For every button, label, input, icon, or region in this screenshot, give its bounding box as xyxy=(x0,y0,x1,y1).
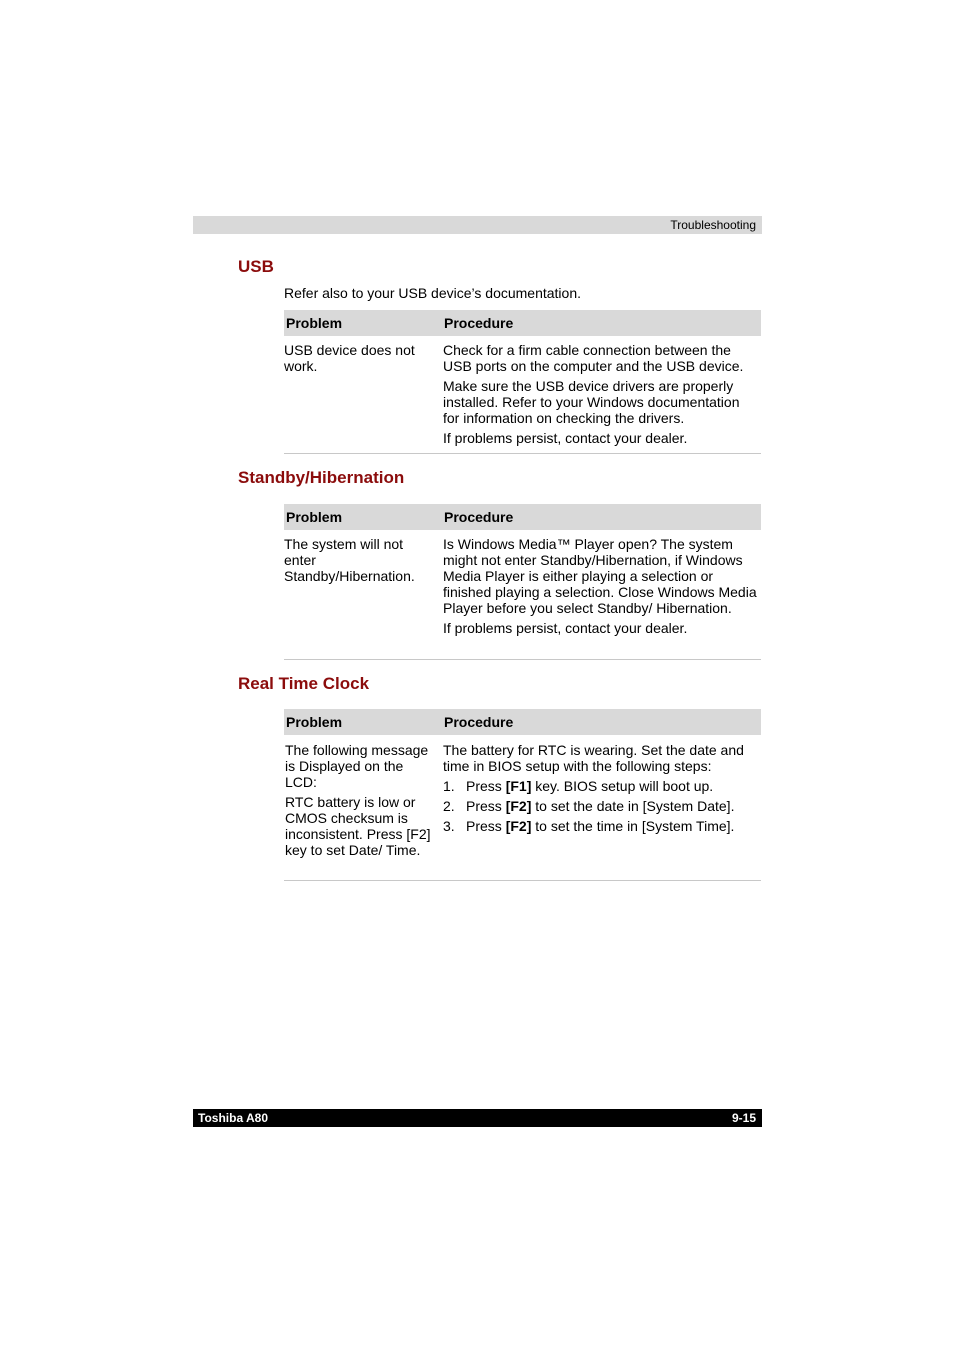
procedure-cell xyxy=(443,342,759,446)
column-header-procedure: Procedure xyxy=(444,509,514,525)
procedure-text: The battery for RTC is wearing. Set the date and time in BIOS setup with the following steps: xyxy=(443,742,744,774)
usb-intro-text: Refer also to your USB device’s documentation. xyxy=(284,285,582,301)
problem-text: USB device does not work. xyxy=(284,342,415,374)
section-heading-usb: USB xyxy=(238,257,274,276)
list-item xyxy=(443,778,759,794)
procedure-text: If problems persist, contact your dealer. xyxy=(443,620,688,636)
procedure-cell xyxy=(443,536,759,636)
footer-page-number: 9-15 xyxy=(731,1111,756,1125)
problem-text: RTC battery is low or CMOS checksum is inconsistent. Press [F2] key to set Date/ Time. xyxy=(285,794,431,858)
step-text: Press xyxy=(466,798,506,814)
key-label: [F2] xyxy=(505,798,532,814)
step-number: 2. xyxy=(443,798,455,814)
column-header-procedure: Procedure xyxy=(444,315,514,331)
step-text: to set the time in [System Time]. xyxy=(531,818,735,834)
step-text: to set the date in [System Date]. xyxy=(531,798,735,814)
list-item xyxy=(443,818,759,834)
problem-cell xyxy=(285,742,437,858)
procedure-cell xyxy=(443,742,759,834)
step-number: 3. xyxy=(443,818,455,834)
column-header-problem: Problem xyxy=(286,714,343,730)
standby-table xyxy=(284,504,761,660)
footer-product-name: Toshiba A80 xyxy=(198,1111,269,1125)
step-text: Press xyxy=(466,818,506,834)
table-row xyxy=(284,336,761,454)
steps-list xyxy=(443,778,759,834)
table-header xyxy=(284,310,761,336)
problem-text: The following message is Displayed on the LCD: xyxy=(285,742,429,790)
procedure-text: Is Windows Media™ Player open? The system might not enter Standby/Hibernation, if Windows Media Player is either playing a selection or finished playing a selection. Close Windows Media Player before you select Standby/ Hibernation. xyxy=(443,536,757,616)
column-header-problem: Problem xyxy=(286,509,343,525)
running-footer xyxy=(193,1109,762,1127)
problem-cell xyxy=(284,536,436,584)
list-item xyxy=(443,798,759,814)
section-heading-real-time-clock: Real Time Clock xyxy=(238,674,370,693)
problem-cell xyxy=(284,342,436,374)
procedure-text: If problems persist, contact your dealer. xyxy=(443,430,688,446)
step-text: Press xyxy=(466,778,506,794)
table-header xyxy=(284,504,761,530)
rtc-table xyxy=(284,709,761,881)
usb-table xyxy=(284,310,761,454)
key-label: [F2] xyxy=(505,818,532,834)
procedure-text: Make sure the USB device drivers are properly installed. Refer to your Windows documentation for information on checking the drivers. xyxy=(443,378,740,426)
running-header xyxy=(193,216,762,234)
table-row xyxy=(284,735,761,881)
step-number: 1. xyxy=(443,778,455,794)
problem-text: The system will not enter Standby/Hibernation. xyxy=(284,536,415,584)
key-label: [F1] xyxy=(505,778,532,794)
step-text: key. BIOS setup will boot up. xyxy=(531,778,714,794)
table-header xyxy=(284,709,761,735)
procedure-text: Check for a firm cable connection between the USB ports on the computer and the USB device. xyxy=(443,342,744,374)
column-header-problem: Problem xyxy=(286,315,343,331)
section-heading-standby-hibernation: Standby/Hibernation xyxy=(238,468,405,487)
column-header-procedure: Procedure xyxy=(444,714,514,730)
header-title: Troubleshooting xyxy=(670,218,756,232)
table-row xyxy=(284,530,761,660)
